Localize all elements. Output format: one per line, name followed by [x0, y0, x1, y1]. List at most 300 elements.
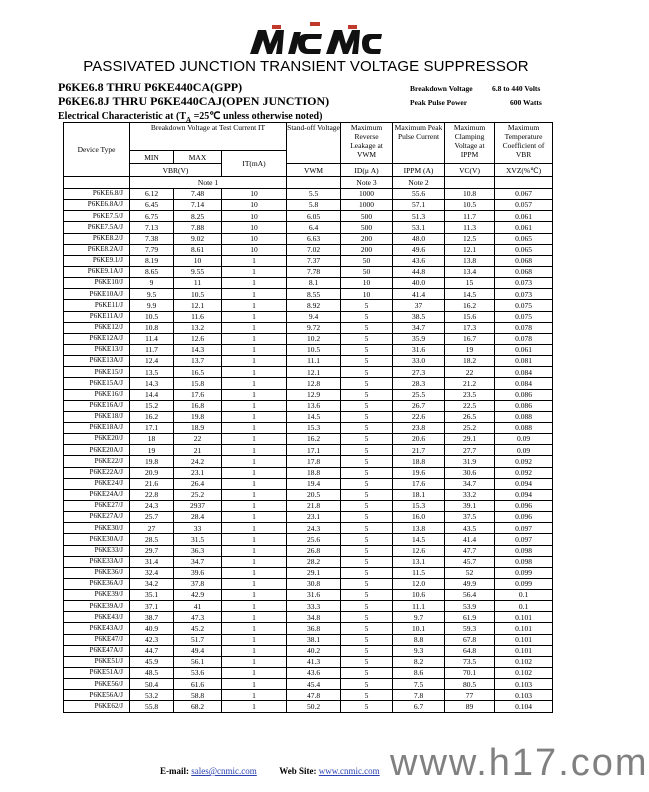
cell-it: 1 [222, 545, 287, 556]
cell-vc: 23.5 [445, 389, 495, 400]
cell-vbr-max: 9.55 [174, 266, 222, 277]
cell-xvz: 0.078 [495, 322, 553, 333]
cell-vbr-max: 51.7 [174, 634, 222, 645]
cell-id: 200 [341, 244, 393, 255]
cell-device: P6KE20/J [64, 434, 130, 445]
cell-ippm: 41.4 [393, 289, 445, 300]
cell-it: 1 [222, 623, 287, 634]
table-row [64, 300, 553, 311]
cell-vwm: 12.9 [287, 389, 341, 400]
cell-vc: 73.5 [445, 656, 495, 667]
table-row [64, 523, 553, 534]
cell-vbr-min: 27 [130, 523, 174, 534]
cell-xvz: 0.096 [495, 500, 553, 511]
cell-vbr-min: 11.4 [130, 333, 174, 344]
cell-vbr-max: 58.8 [174, 690, 222, 701]
cell-vc: 21.2 [445, 378, 495, 389]
cell-device: P6KE36/J [64, 567, 130, 578]
footer-contact [160, 766, 380, 776]
cell-vc: 67.8 [445, 634, 495, 645]
cell-vwm: 6.4 [287, 222, 341, 233]
cell-id: 5 [341, 333, 393, 344]
cell-vwm: 40.2 [287, 645, 341, 656]
email-label: E-mail: [160, 766, 192, 776]
cell-vbr-min: 7.79 [130, 244, 174, 255]
cell-vbr-max: 14.3 [174, 344, 222, 355]
cell-id: 5 [341, 322, 393, 333]
table-row [64, 367, 553, 378]
cell-id: 500 [341, 222, 393, 233]
breakdown-voltage-value: 6.8 to 440 Volts [492, 84, 541, 93]
cell-vbr-min: 8.65 [130, 266, 174, 277]
cell-vbr-min: 28.5 [130, 534, 174, 545]
cell-it: 1 [222, 701, 287, 712]
cell-it: 1 [222, 434, 287, 445]
cell-vbr-max: 33 [174, 523, 222, 534]
cell-it: 1 [222, 278, 287, 289]
cell-id: 5 [341, 701, 393, 712]
cell-ippm: 10.1 [393, 623, 445, 634]
table-row [64, 244, 553, 255]
cell-vbr-max: 12.1 [174, 300, 222, 311]
cell-vbr-min: 17.1 [130, 422, 174, 433]
cell-it: 1 [222, 400, 287, 411]
cell-vbr-max: 28.4 [174, 512, 222, 523]
cell-id: 5 [341, 500, 393, 511]
cell-ippm: 11.1 [393, 601, 445, 612]
cell-vc: 26.5 [445, 411, 495, 422]
table-row [64, 255, 553, 266]
cell-vc: 16.7 [445, 333, 495, 344]
cell-id: 5 [341, 567, 393, 578]
cell-vbr-min: 14.4 [130, 389, 174, 400]
cell-vwm: 18.8 [287, 467, 341, 478]
cell-it: 1 [222, 512, 287, 523]
cell-xvz: 0.086 [495, 400, 553, 411]
cell-ippm: 31.6 [393, 344, 445, 355]
cell-device: P6KE12A/J [64, 333, 130, 344]
peak-pulse-power-label: Peak Pulse Power [410, 98, 468, 107]
cell-vc: 77 [445, 690, 495, 701]
cell-vbr-min: 6.75 [130, 211, 174, 222]
cell-id: 5 [341, 411, 393, 422]
cell-xvz: 0.101 [495, 612, 553, 623]
cell-device: P6KE16A/J [64, 400, 130, 411]
cell-it: 1 [222, 567, 287, 578]
cell-ippm: 16.0 [393, 512, 445, 523]
cell-ippm: 26.7 [393, 400, 445, 411]
cell-device: P6KE47A/J [64, 645, 130, 656]
cell-id: 5 [341, 344, 393, 355]
cell-xvz: 0.068 [495, 255, 553, 266]
cell-id: 5 [341, 467, 393, 478]
cell-vbr-min: 9 [130, 278, 174, 289]
cell-device: P6KE43/J [64, 612, 130, 623]
cell-vbr-max: 13.7 [174, 356, 222, 367]
cell-vwm: 9.4 [287, 311, 341, 322]
cell-vc: 89 [445, 701, 495, 712]
cell-id: 1000 [341, 200, 393, 211]
cell-vwm: 26.8 [287, 545, 341, 556]
cell-vbr-min: 13.5 [130, 367, 174, 378]
cell-device: P6KE16/J [64, 389, 130, 400]
cell-vbr-min: 15.2 [130, 400, 174, 411]
cell-vbr-min: 16.2 [130, 411, 174, 422]
cell-xvz: 0.088 [495, 411, 553, 422]
cell-ippm: 23.8 [393, 422, 445, 433]
cell-vwm: 43.6 [287, 668, 341, 679]
table-row [64, 189, 553, 200]
cell-vwm: 29.1 [287, 567, 341, 578]
cell-ippm: 8.6 [393, 668, 445, 679]
cell-vbr-max: 10 [174, 255, 222, 266]
cell-vbr-min: 19.8 [130, 456, 174, 467]
cell-vwm: 15.3 [287, 422, 341, 433]
cell-vbr-min: 9.9 [130, 300, 174, 311]
cell-vbr-max: 45.2 [174, 623, 222, 634]
cell-vwm: 45.4 [287, 679, 341, 690]
cell-vc: 11.7 [445, 211, 495, 222]
cell-id: 5 [341, 311, 393, 322]
cell-ippm: 7.5 [393, 679, 445, 690]
cell-id: 5 [341, 690, 393, 701]
cell-vbr-max: 9.02 [174, 233, 222, 244]
cell-ippm: 35.9 [393, 333, 445, 344]
electrical-characteristics-table [63, 122, 553, 713]
cell-it: 1 [222, 612, 287, 623]
table-row [64, 489, 553, 500]
cell-vwm: 30.8 [287, 578, 341, 589]
cell-xvz: 0.086 [495, 389, 553, 400]
cell-id: 5 [341, 668, 393, 679]
cell-id: 5 [341, 623, 393, 634]
cell-vc: 16.2 [445, 300, 495, 311]
cell-vwm: 8.92 [287, 300, 341, 311]
cell-vbr-max: 36.3 [174, 545, 222, 556]
table-row [64, 411, 553, 422]
document-title: PASSIVATED JUNCTION TRANSIENT VOLTAGE SUPPRESSOR [83, 58, 529, 75]
peak-pulse-power-value: 600 Watts [510, 98, 542, 107]
cell-device: P6KE24/J [64, 478, 130, 489]
cell-vwm: 12.1 [287, 367, 341, 378]
cell-device: P6KE13/J [64, 344, 130, 355]
cell-it: 1 [222, 367, 287, 378]
cell-xvz: 0.099 [495, 578, 553, 589]
website-label: Web Site: [279, 766, 319, 776]
cell-xvz: 0.1 [495, 601, 553, 612]
cell-vc: 10.8 [445, 189, 495, 200]
cell-vbr-min: 42.3 [130, 634, 174, 645]
cell-vc: 43.5 [445, 523, 495, 534]
cell-vwm: 21.8 [287, 500, 341, 511]
notes-blank [445, 177, 495, 189]
cell-vwm: 5.5 [287, 189, 341, 200]
cell-device: P6KE7.5A/J [64, 222, 130, 233]
cell-it: 1 [222, 578, 287, 589]
table-row [64, 445, 553, 456]
cell-xvz: 0.102 [495, 656, 553, 667]
table-row [64, 590, 553, 601]
table-row [64, 478, 553, 489]
cell-vwm: 36.8 [287, 623, 341, 634]
cell-vc: 14.5 [445, 289, 495, 300]
cell-vbr-min: 10.5 [130, 311, 174, 322]
cell-vwm: 20.5 [287, 489, 341, 500]
cell-ippm: 11.5 [393, 567, 445, 578]
table-row [64, 233, 553, 244]
cell-vbr-min: 35.1 [130, 590, 174, 601]
watermark: www.h17.com [390, 742, 649, 784]
cell-it: 10 [222, 189, 287, 200]
cell-xvz: 0.098 [495, 556, 553, 567]
cell-ippm: 12.6 [393, 545, 445, 556]
cell-vwm: 8.55 [287, 289, 341, 300]
cell-device: P6KE30/J [64, 523, 130, 534]
header-clamping-voltage: Maximum Clamping Voltage at IPPM [445, 123, 495, 164]
cell-xvz: 0.103 [495, 690, 553, 701]
cell-ippm: 51.3 [393, 211, 445, 222]
cell-ippm: 44.8 [393, 266, 445, 277]
cell-it: 1 [222, 489, 287, 500]
header-vc-unit: VC(V) [445, 164, 495, 177]
cell-device: P6KE51/J [64, 656, 130, 667]
table-row [64, 422, 553, 433]
cell-xvz: 0.094 [495, 489, 553, 500]
cell-vbr-max: 15.8 [174, 378, 222, 389]
cell-it: 1 [222, 356, 287, 367]
cell-vwm: 6.05 [287, 211, 341, 222]
cell-it: 1 [222, 344, 287, 355]
table-row [64, 222, 553, 233]
cell-ippm: 13.8 [393, 523, 445, 534]
cell-vbr-max: 7.88 [174, 222, 222, 233]
table-row [64, 634, 553, 645]
table-body [64, 189, 553, 713]
cell-device: P6KE18/J [64, 411, 130, 422]
table-row [64, 601, 553, 612]
cell-vc: 12.5 [445, 233, 495, 244]
table-row [64, 333, 553, 344]
cell-ippm: 33.0 [393, 356, 445, 367]
section-title: Electrical Characteristic at ($T_A$ =25℃ unless otherwise noted) [58, 111, 323, 124]
website-link[interactable]: www.cnmic.com [318, 766, 380, 776]
cell-xvz: 0.084 [495, 378, 553, 389]
cell-device: P6KE36A/J [64, 578, 130, 589]
cell-vc: 18.2 [445, 356, 495, 367]
cell-vbr-min: 44.7 [130, 645, 174, 656]
cell-it: 1 [222, 690, 287, 701]
cell-vc: 41.4 [445, 534, 495, 545]
cell-it: 1 [222, 322, 287, 333]
cell-vbr-max: 11 [174, 278, 222, 289]
cell-vc: 47.7 [445, 545, 495, 556]
cell-vwm: 14.5 [287, 411, 341, 422]
cell-ippm: 21.7 [393, 445, 445, 456]
cell-vwm: 8.1 [287, 278, 341, 289]
cell-id: 50 [341, 266, 393, 277]
cell-vwm: 6.63 [287, 233, 341, 244]
cell-ippm: 9.3 [393, 645, 445, 656]
cell-id: 5 [341, 422, 393, 433]
header-peak-pulse-current: Maximum Peak Pulse Current [393, 123, 445, 164]
cell-ippm: 18.1 [393, 489, 445, 500]
table-row [64, 378, 553, 389]
cell-vbr-min: 19 [130, 445, 174, 456]
cell-xvz: 0.088 [495, 422, 553, 433]
cell-ippm: 6.7 [393, 701, 445, 712]
note-3: Note 3 [341, 177, 393, 189]
cell-vc: 34.7 [445, 478, 495, 489]
table-row [64, 356, 553, 367]
cell-vbr-max: 61.6 [174, 679, 222, 690]
cell-vc: 11.3 [445, 222, 495, 233]
table-row [64, 211, 553, 222]
table-row [64, 289, 553, 300]
email-link[interactable]: sales@cnmic.com [191, 766, 257, 776]
cell-it: 1 [222, 445, 287, 456]
cell-xvz: 0.078 [495, 333, 553, 344]
peak-pulse-power-spec [410, 98, 542, 107]
cell-xvz: 0.068 [495, 266, 553, 277]
cell-vbr-max: 2937 [174, 500, 222, 511]
cell-id: 5 [341, 612, 393, 623]
cell-vbr-max: 21 [174, 445, 222, 456]
cell-xvz: 0.075 [495, 300, 553, 311]
cell-vc: 80.5 [445, 679, 495, 690]
cell-device: P6KE20A/J [64, 445, 130, 456]
cell-device: P6KE39A/J [64, 601, 130, 612]
cell-it: 1 [222, 300, 287, 311]
cell-it: 1 [222, 500, 287, 511]
cell-vc: 22 [445, 367, 495, 378]
cell-vbr-max: 22 [174, 434, 222, 445]
cell-id: 200 [341, 233, 393, 244]
cell-vbr-min: 29.7 [130, 545, 174, 556]
table-row [64, 311, 553, 322]
header-min: MIN [130, 151, 174, 164]
cell-it: 10 [222, 211, 287, 222]
cell-vwm: 31.6 [287, 590, 341, 601]
header-standoff-voltage: Stand-off Voltage [287, 123, 341, 164]
cell-ippm: 10.6 [393, 590, 445, 601]
cell-device: P6KE30A/J [64, 534, 130, 545]
cell-device: P6KE24A/J [64, 489, 130, 500]
cell-xvz: 0.09 [495, 434, 553, 445]
cell-vbr-max: 13.2 [174, 322, 222, 333]
cell-it: 1 [222, 645, 287, 656]
cell-device: P6KE11A/J [64, 311, 130, 322]
cell-vwm: 19.4 [287, 478, 341, 489]
cell-vbr-min: 12.4 [130, 356, 174, 367]
cell-vc: 27.7 [445, 445, 495, 456]
table-row [64, 668, 553, 679]
header-temp-coefficient: Maximum Temperature Coefficient of VBR [495, 123, 553, 164]
cell-device: P6KE56A/J [64, 690, 130, 701]
cell-vbr-min: 11.7 [130, 344, 174, 355]
cell-xvz: 0.1 [495, 590, 553, 601]
cell-vbr-min: 9.5 [130, 289, 174, 300]
cell-it: 1 [222, 601, 287, 612]
cell-vc: 33.2 [445, 489, 495, 500]
cell-it: 10 [222, 222, 287, 233]
cell-vwm: 28.2 [287, 556, 341, 567]
cell-vbr-max: 26.4 [174, 478, 222, 489]
cell-vbr-min: 6.12 [130, 189, 174, 200]
breakdown-voltage-spec [410, 84, 541, 93]
cell-device: P6KE33/J [64, 545, 130, 556]
cell-vbr-min: 18 [130, 434, 174, 445]
cell-device: P6KE56/J [64, 679, 130, 690]
cell-id: 5 [341, 601, 393, 612]
cell-id: 5 [341, 545, 393, 556]
cell-device: P6KE33A/J [64, 556, 130, 567]
note-2: Note 2 [393, 177, 445, 189]
cell-vc: 13.8 [445, 255, 495, 266]
cell-ippm: 28.3 [393, 378, 445, 389]
cell-vbr-max: 17.6 [174, 389, 222, 400]
cell-xvz: 0.081 [495, 356, 553, 367]
table-row [64, 612, 553, 623]
cell-vwm: 33.3 [287, 601, 341, 612]
cell-device: P6KE9.1/J [64, 255, 130, 266]
cell-vc: 25.2 [445, 422, 495, 433]
table-row [64, 200, 553, 211]
cell-id: 5 [341, 590, 393, 601]
table-row [64, 512, 553, 523]
cell-xvz: 0.092 [495, 467, 553, 478]
cell-vbr-min: 32.4 [130, 567, 174, 578]
cell-id: 5 [341, 389, 393, 400]
cell-xvz: 0.075 [495, 311, 553, 322]
notes-blank [287, 177, 341, 189]
cell-vbr-max: 34.7 [174, 556, 222, 567]
cell-vwm: 17.1 [287, 445, 341, 456]
cell-vc: 17.3 [445, 322, 495, 333]
cell-xvz: 0.065 [495, 244, 553, 255]
cell-it: 1 [222, 255, 287, 266]
cell-it: 1 [222, 656, 287, 667]
cell-vwm: 38.1 [287, 634, 341, 645]
cell-xvz: 0.099 [495, 567, 553, 578]
part-range-gpp: P6KE6.8 THRU P6KE440CA(GPP) [58, 80, 243, 94]
cell-vbr-max: 68.2 [174, 701, 222, 712]
cell-vbr-min: 14.3 [130, 378, 174, 389]
cell-it: 10 [222, 233, 287, 244]
cell-vbr-min: 38.7 [130, 612, 174, 623]
table-row [64, 567, 553, 578]
table-row [64, 434, 553, 445]
table-row [64, 656, 553, 667]
cell-vbr-min: 22.8 [130, 489, 174, 500]
cell-vwm: 16.2 [287, 434, 341, 445]
cell-ippm: 34.7 [393, 322, 445, 333]
cell-vc: 15.6 [445, 311, 495, 322]
cell-id: 5 [341, 489, 393, 500]
cell-xvz: 0.067 [495, 189, 553, 200]
cell-xvz: 0.101 [495, 634, 553, 645]
cell-ippm: 13.1 [393, 556, 445, 567]
cell-vbr-min: 10.8 [130, 322, 174, 333]
cell-vbr-min: 21.6 [130, 478, 174, 489]
notes-blank [495, 177, 553, 189]
cell-ippm: 8.8 [393, 634, 445, 645]
header-max: MAX [174, 151, 222, 164]
cell-xvz: 0.073 [495, 289, 553, 300]
cell-it: 1 [222, 378, 287, 389]
cell-vbr-min: 7.38 [130, 233, 174, 244]
cell-vc: 56.4 [445, 590, 495, 601]
cell-vbr-min: 34.2 [130, 578, 174, 589]
